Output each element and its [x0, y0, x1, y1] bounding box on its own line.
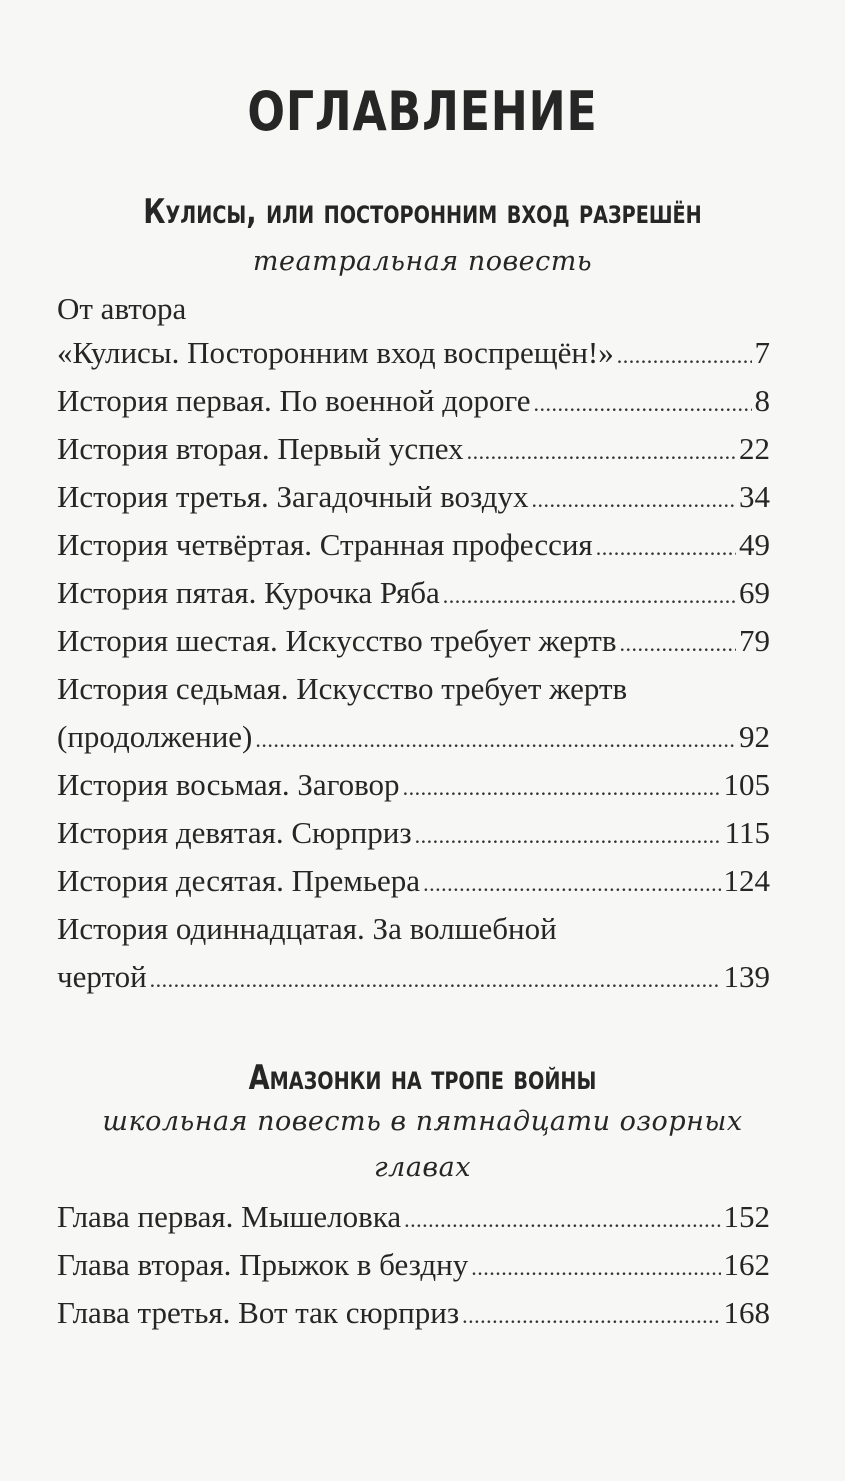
dot-leader	[150, 967, 721, 993]
entry-page: 8	[754, 383, 770, 418]
dot-leader	[415, 823, 722, 849]
dot-leader	[467, 439, 736, 465]
entry-label: История девятая. Сюрприз	[57, 815, 412, 850]
entry-label: История четвёртая. Странная профессия	[57, 527, 593, 562]
toc-entry[interactable]	[57, 719, 770, 763]
entry-page: 152	[723, 1199, 770, 1234]
dot-leader	[462, 1303, 720, 1329]
dot-leader	[471, 1255, 720, 1281]
dot-leader	[443, 583, 736, 609]
dot-leader	[404, 1207, 720, 1233]
entry-label: Глава третья. Вот так сюрприз	[57, 1295, 460, 1330]
toc-entry[interactable]	[57, 479, 770, 523]
entry-page: 79	[739, 623, 770, 658]
entry-page: 168	[723, 1295, 770, 1330]
part2-title: Амазонки на тропе войны	[248, 1058, 597, 1098]
dot-leader	[423, 871, 720, 897]
part2-subtitle-line1: школьная повесть в пятнадцати озорных	[102, 1106, 743, 1137]
entry-page: 124	[723, 863, 770, 898]
part1-title: Кулисы, или посторонним вход разрешён	[143, 192, 702, 232]
toc-entry[interactable]	[57, 1199, 770, 1243]
entry-page: 162	[723, 1247, 770, 1282]
entry-page: 69	[739, 575, 770, 610]
entry-label-line2: чертой	[57, 959, 147, 994]
toc-entry[interactable]	[57, 575, 770, 619]
entry-page: 49	[739, 527, 770, 562]
toc-entry[interactable]	[57, 815, 770, 859]
entry-label: Глава вторая. Прыжок в бездну	[57, 1247, 469, 1282]
entry-page: 139	[723, 959, 770, 994]
entry-label: Глава первая. Мышеловка	[57, 1199, 402, 1234]
dot-leader	[619, 631, 736, 657]
entry-label-line1[interactable]: История седьмая. Искусство требует жертв	[57, 671, 628, 706]
entry-page: 105	[723, 767, 770, 802]
entry-page: 34	[739, 479, 770, 514]
entry-label: История восьмая. Заговор	[57, 767, 400, 802]
entry-label: История пятая. Курочка Ряба	[57, 575, 440, 610]
entry-page: 7	[754, 335, 770, 370]
dot-leader	[534, 391, 752, 417]
preface-label: От автора	[57, 291, 187, 326]
toc-entry[interactable]	[57, 623, 770, 667]
dot-leader	[617, 343, 752, 369]
toc-entry[interactable]	[57, 383, 770, 427]
entry-label-line2: (продолжение)	[57, 719, 253, 754]
toc-entry[interactable]	[57, 959, 770, 1003]
toc-entry[interactable]	[57, 1247, 770, 1291]
toc-entry[interactable]	[57, 863, 770, 907]
toc-entry[interactable]	[57, 1295, 770, 1339]
dot-leader	[255, 727, 736, 753]
toc-entry[interactable]	[57, 335, 770, 379]
part1-subtitle: театральная повесть	[252, 246, 593, 277]
entry-label: «Кулисы. Посторонним вход воспрещён!»	[57, 335, 614, 370]
toc-title: ОГЛАВЛЕНИЕ	[247, 80, 598, 143]
toc-entry[interactable]	[57, 431, 770, 475]
entry-label: История первая. По военной дороге	[57, 383, 531, 418]
toc-entry[interactable]	[57, 767, 770, 811]
entry-page: 92	[739, 719, 770, 754]
entry-label: История десятая. Премьера	[57, 863, 421, 898]
entry-label-line1[interactable]: История одиннадцатая. За волшебной	[57, 911, 557, 946]
dot-leader	[596, 535, 736, 561]
entry-page: 115	[724, 815, 770, 850]
dot-leader	[403, 775, 721, 801]
dot-leader	[531, 487, 736, 513]
entry-label: История шестая. Искусство требует жертв	[57, 623, 617, 658]
entry-page: 22	[739, 431, 770, 466]
entry-label: История вторая. Первый успех	[57, 431, 464, 466]
toc-entry[interactable]	[57, 527, 770, 571]
part2-subtitle-line2: главах	[374, 1152, 471, 1183]
entry-label: История третья. Загадочный воздух	[57, 479, 529, 514]
